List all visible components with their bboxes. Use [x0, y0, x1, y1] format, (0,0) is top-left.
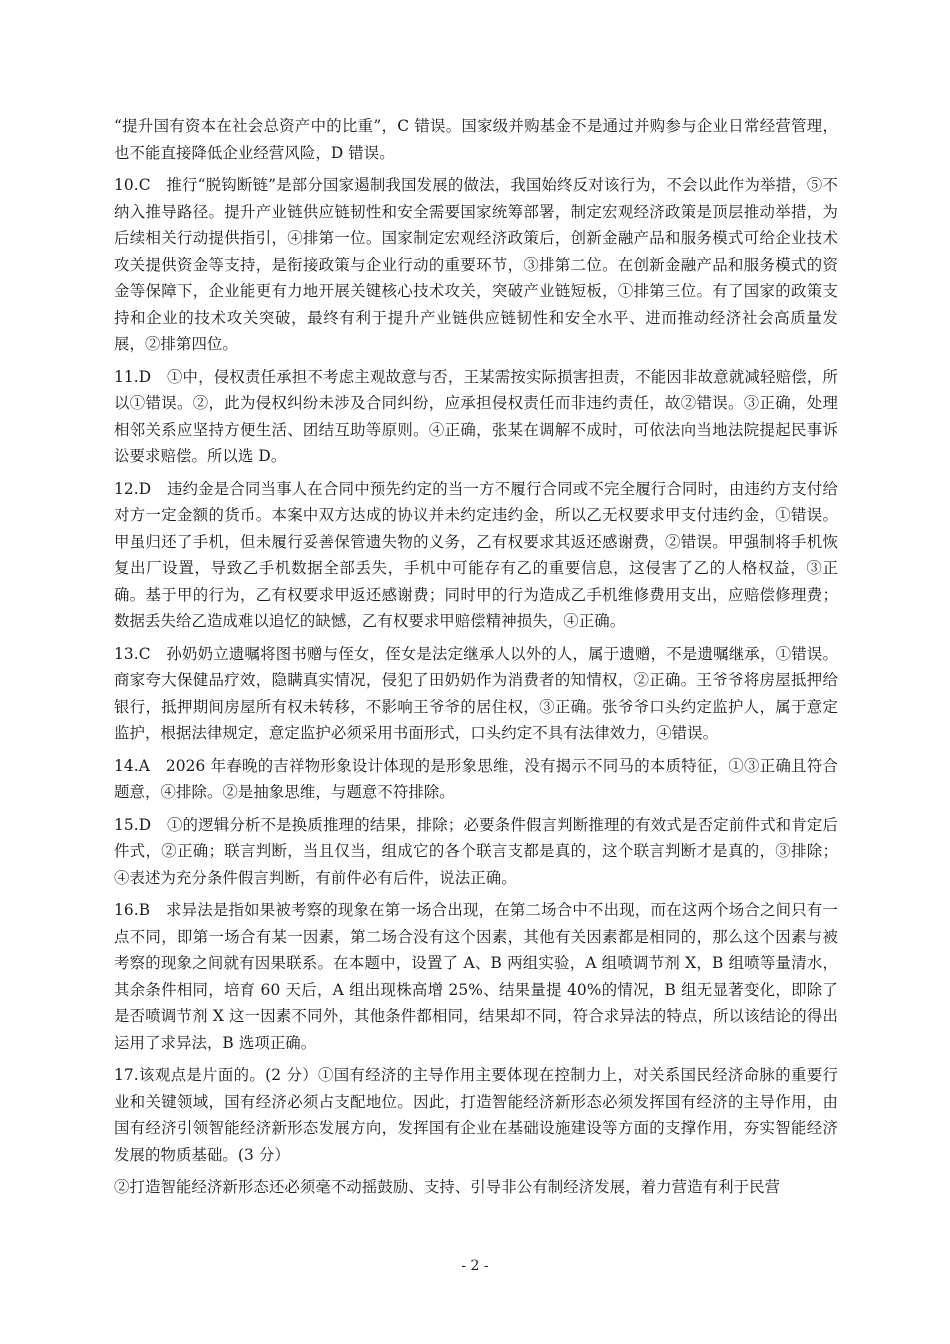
answer-15: 15.D ①的逻辑分析不是换质推理的结果，排除；必要条件假言判断推理的有效式是否定前件式和肯定后件式，②正确；联言判断，当且仅当，组成它的各个联言支都是真的，这个联言判断才是真的，③排除；④表述为充分条件假言判断，有前件必有后件，说法正确。: [114, 815, 838, 887]
page-number: - 2 -: [461, 1258, 489, 1274]
answer-13: 13.C 孙奶奶立遗嘱将图书赠与侄女，侄女是法定继承人以外的人，属于遗赠，不是遗嘱继承，①错误。商家夸大保健品疗效，隐瞒真实情况，侵犯了田奶奶作为消费者的知情权，②正确。王爷爷将房屋抵押给银行，抵押期间房屋所有权未转移，不影响王爷爷的居住权，③正确。张爷爷口头约定监护人，属于意定监护，根据法律规定，意定监护必须采用书面形式，口头约定不具有法律效力，④错误。: [114, 644, 838, 742]
answer-14: 14.A 2026 年春晚的吉祥物形象设计体现的是形象思维，没有揭示不同马的本质特征，①③正确且符合题意，④排除。②是抽象思维，与题意不符排除。: [114, 756, 838, 801]
answer-17-point-2: ②打造智能经济新形态还必须毫不动摇鼓励、支持、引导非公有制经济发展，着力营造有利于民营: [114, 1178, 781, 1196]
answer-10: 10.C 推行“脱钩断链”是部分国家遏制我国发展的做法，我国始终反对该行为，不会以此作为举措，⑤不纳入推导路径。提升产业链供应链韧性和安全需要国家统筹部署，制定宏观经济政策是顶层推动举措，为后续相关行动提供指引，④排第一位。国家制定宏观经济政策后，创新金融产品和服务模式可给企业技术攻关提供资金等支持，是衔接政策与企业行动的重要环节，③排第二位。在创新金融产品和服务模式的资金等保障下，企业能更有力地开展关键核心技术攻关，突破产业链短板，①排第三位。有了国家的政策支持和企业的技术攻关突破，最终有利于提升产业链供应链韧性和安全水平、进而推动经济社会高质量发展，②排第四位。: [114, 176, 838, 353]
paragraph-9-continuation: “提升国有资本在社会总资产中的比重”，C 错误。国家级并购基金不是通过并购参与企业日常经营管理，也不能直接降低企业经营风险，D 错误。: [114, 117, 838, 162]
answer-12: 12.D 违约金是合同当事人在合同中预先约定的当一方不履行合同或不完全履行合同时，由违约方支付给对方一定金额的货币。本案中双方达成的协议并未约定违约金，所以乙无权要求甲支付违约金，①错误。甲虽归还了手机，但未履行妥善保管遗失物的义务，乙有权要求其返还感谢费，②错误。甲强制将手机恢复出厂设置，导致乙手机数据全部丢失，手机中可能存有乙的重要信息，这侵害了乙的人格权益，③正确。基于甲的行为，乙有权要求甲返还感谢费；同时甲的行为造成乙手机维修费用支出，应赔偿修理费；数据丢失给乙造成难以追忆的缺憾，乙有权要求甲赔偿精神损失，④正确。: [114, 479, 838, 630]
answer-17: 17.该观点是片面的。(2 分）①国有经济的主导作用主要体现在控制力上，对关系国民经济命脉的重要行业和关键领域，国有经济必须占支配地位。因此，打造智能经济新形态必须发挥国有经济的主导作用，由国有经济引领智能经济新形态发展方向，发挥国有企业在基础设施建设等方面的支撑作用，夯实智能经济发展的物质基础。(3 分）: [114, 1066, 838, 1164]
answer-16: 16.B 求异法是指如果被考察的现象在第一场合出现，在第二场合中不出现，而在这两个场合之间只有一点不同，即第一场合有某一因素，第二场合没有这个因素，其他有关因素都是相同的，那么这个因素与被考察的现象之间就有因果联系。在本题中，设置了 A、B 两组实验，A 组喷调节剂 X，B 组喷等量清水，其余条件相同，培育 60 天后，A 组出现株高增 25%、结果量提 40%的情况，B 组无显著变化，即除了是否喷调节剂 X 这一因素不同外，其他条件都相同，结果却不同，符合求异法的特点，所以该结论的得出运用了求异法，B 选项正确。: [114, 901, 838, 1052]
document-body: [114, 113, 838, 1207]
answer-11: 11.D ①中，侵权责任承担不考虑主观故意与否，王某需按实际损害担责，不能因非故意就减轻赔偿，所以①错误。②，此为侵权纠纷未涉及合同纠纷，应承担侵权责任而非违约责任，故②错误。③正确，处理相邻关系应坚持方便生活、团结互助等原则。④正确，张某在调解不成时，可依法向当地法院提起民事诉讼要求赔偿。所以选 D。: [114, 367, 838, 465]
